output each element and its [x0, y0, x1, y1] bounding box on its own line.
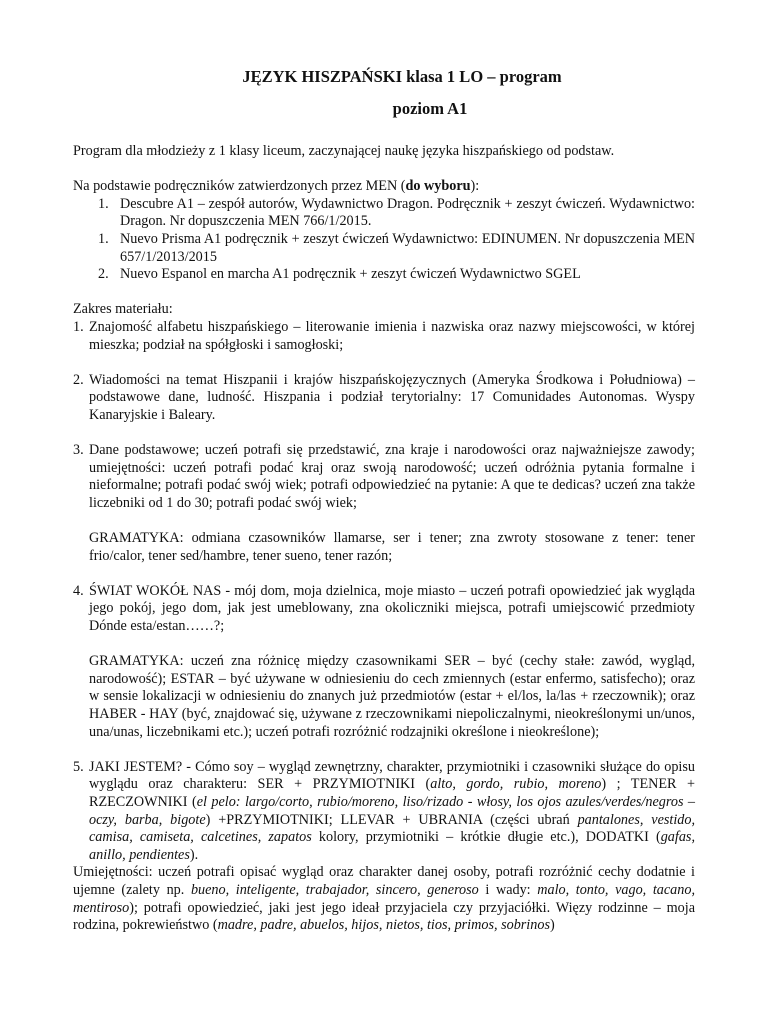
- scope-item-5: 5. JAKI JESTEM? - Cómo soy – wygląd zewnętrzny, charakter, przymiotniki i czasowniki służące do opisu wyglądu oraz charakteru: SER + PRZYMIOTNIKI (alto, gordo, rubio, moreno) ; TENER + RZECZOWNIKI (el pelo: largo/corto, rubio/moreno, liso/rizado - włosy, los ojos azules/verdes/negros – oczy, barba, bigote) +PRZYMIOTNIKI; LLEVAR + UBRANIA (części ubrań pantalones, vestido, camisa, camiseta, calcetines, zapatos kolory, przymiotniki – krótkie długie etc.), DODATKI (gafas, anillo, pendientes).: [73, 758, 696, 863]
- document-body: [73, 143, 695, 935]
- scope-heading: Zakres materiału:: [73, 301, 173, 318]
- textbook-item: 1. Descubre A1 – zespół autorów, Wydawnictwo Dragon. Podręcznik + zeszyt ćwiczeń. Wydawnictwo: Dragon. Nr dopuszczenia MEN 766/1/2015.: [98, 195, 695, 230]
- document-title: JĘZYK HISZPAŃSKI klasa 1 LO – program: [242, 67, 562, 86]
- textbook-item: 1. Nuevo Prisma A1 podręcznik + zeszyt ćwiczeń Wydawnictwo: EDINUMEN. Nr dopuszczenia MEN 657/1/2013/2015: [98, 230, 695, 265]
- scope-item-1: 1. Znajomość alfabetu hiszpańskiego – literowanie imienia i nazwiska oraz nazwy miejscowości, w której mieszka; podział na spółgłoski i samogłoski;: [73, 318, 695, 353]
- textbooks-choice-note: do wyboru: [405, 178, 471, 195]
- scope-item-5-skills: Umiejętności: uczeń potrafi opisać wygląd oraz charakter danej osoby, potrafi rozróżnić cechy dodatnie i ujemne (zalety np. bueno, inteligente, trabajador, sincero, generoso i wady: malo, tonto, vago, tacano, mentiroso); potrafi opowiedzieć, jaki jest jego ideał przyjaciela czy przyjaciółki. Więzy rodzinne – moja rodzina, pokrewieństwo (madre, padre, abuelos, hijos, nietos, tios, primos, sobrinos): [73, 864, 695, 934]
- scope-item-2: 2. Wiadomości na temat Hiszpanii i krajów hiszpańskojęzycznych (Ameryka Środkowa i Południowa) – podstawowe dane, ludność. Hiszpania i podział terytorialny: 17 Comunidades Autonomas. Wyspy Kanaryjskie i Baleary.: [73, 371, 695, 423]
- textbooks-lead: Na podstawie podręczników zatwierdzonych przez MEN (do wyboru):: [73, 178, 480, 195]
- scope-item-4-grammar: GRAMATYKA: uczeń zna różnicę między czasownikami SER – być (cechy stałe: zawód, wygląd, narodowość); ESTAR – być używane w odniesieniu do cech zmiennych (estar enfermo, satisfecho); oraz w sensie lokalizacji w odniesieniu do znanych już przedmiotów (estar + el/los, la/las + rzeczownik); oraz HABER - HAY (być, znajdować się, używane z rzeczownikami niepoliczalnymi, nieokreślonymi un/unos, una/unas, liczebnikami etc.); uczeń potrafi rozróżnić rodzajniki określone i nieokreślone);: [89, 653, 695, 740]
- scope-item-4: 4. ŚWIAT WOKÓŁ NAS - mój dom, moja dzielnica, moje miasto – uczeń potrafi opowiedzieć jak wygląda jego pokój, jego dom, jak jest umeblowany, zna okoliczniki miejsca, potrafi umiejscowić przedmioty Dónde esta/estan……?;: [73, 582, 695, 635]
- scope-item-3-grammar: GRAMATYKA: odmiana czasowników llamarse, ser i tener; zna zwroty stosowane z tener: tener frio/calor, tener sed/hambre, tener sueno, tener razón;: [89, 530, 695, 564]
- intro-paragraph: Program dla młodzieży z 1 klasy liceum, zaczynającej naukę języka hiszpańskiego od podstaw.: [73, 143, 615, 159]
- textbook-item: 2. Nuevo Espanol en marcha A1 podręcznik + zeszyt ćwiczeń Wydawnictwo SGEL: [98, 266, 581, 283]
- scope-item-3: 3. Dane podstawowe; uczeń potrafi się przedstawić, zna kraje i narodowości oraz najważniejsze zawody; umiejętności: uczeń potrafi podać kraj oraz swoją narodowość; uczeń odróżnia pytania formalne i nieformalne; potrafi podać swój wiek; potrafi odpowiedzieć na pytanie: A que te dedicas? uczeń zna także liczebniki od 1 do 30; potrafi podać swój wiek;: [73, 442, 695, 511]
- document-subtitle-level: poziom A1: [392, 99, 468, 118]
